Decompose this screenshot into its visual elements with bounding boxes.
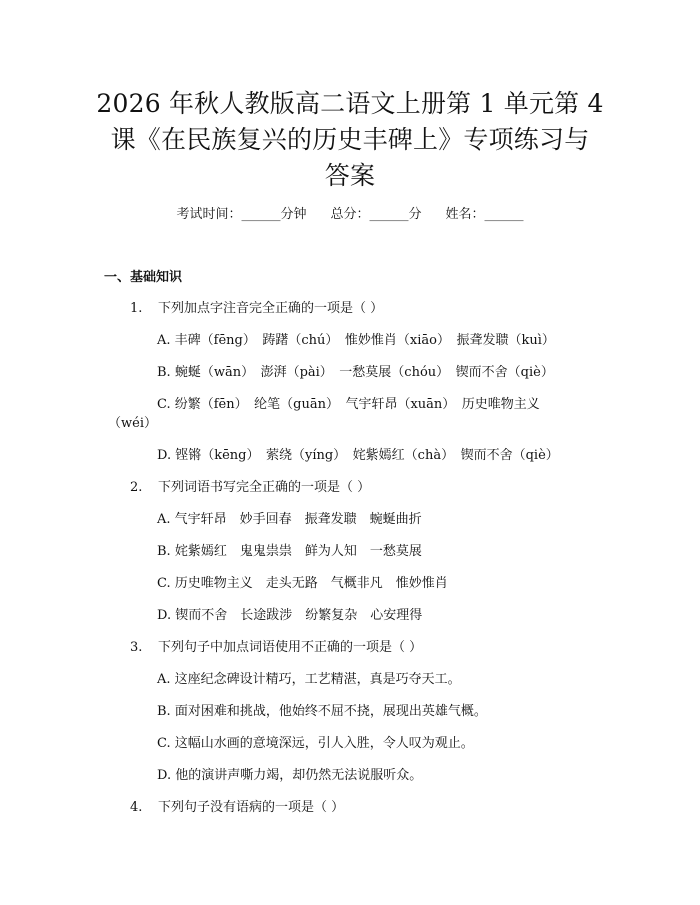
section-heading: 一、基础知识: [104, 270, 183, 285]
option-1a: A. 丰碑（fēng） 踌躇（chú） 惟妙惟肖（xiāo） 振聋发聩（kuì）: [157, 333, 555, 348]
title-line-1: 2026 年秋人教版高二语文上册第 1 单元第 4: [96, 89, 604, 118]
option-3a: A. 这座纪念碑设计精巧，工艺精湛，真是巧夺天工。: [157, 672, 461, 687]
question-2: [130, 478, 370, 498]
option-3b: B. 面对困难和挑战，他始终不屈不挠，展现出英雄气概。: [157, 704, 487, 719]
option-3c: C. 这幅山水画的意境深远，引人入胜，令人叹为观止。: [157, 736, 474, 751]
title-line-2: 课《在民族复兴的历史丰碑上》专项练习与: [110, 125, 590, 154]
option-1c-wrap: （wéi）: [108, 416, 157, 431]
question-text: 下列加点字注音完全正确的一项是（ ）: [158, 301, 384, 316]
question-number: 3.: [130, 640, 143, 655]
question-number: 4.: [130, 800, 143, 815]
option-1b: B. 蜿蜒（wān） 澎湃（pài） 一愁莫展（chóu） 锲而不舍（qiè）: [157, 365, 554, 380]
question-text: 下列词语书写完全正确的一项是（ ）: [158, 480, 371, 495]
question-number: 1.: [130, 301, 143, 316]
question-number: 2.: [130, 480, 143, 495]
title-line-3: 答案: [324, 161, 376, 190]
exam-time: 考试时间：______分钟: [176, 207, 307, 222]
question-text: 下列句子中加点词语使用不正确的一项是（ ）: [158, 640, 423, 655]
question-1: [130, 299, 383, 319]
option-2d: D. 锲而不舍 长途跋涉 纷繁复杂 心安理得: [157, 608, 423, 623]
exam-score: 总分：______分: [330, 207, 422, 222]
option-2c: C. 历史唯物主义 走头无路 气概非凡 惟妙惟肖: [157, 576, 448, 591]
question-text: 下列句子没有语病的一项是（ ）: [158, 800, 345, 815]
option-1d: D. 铿锵（kēng） 萦绕（yíng） 姹紫嫣红（chà） 锲而不舍（qiè）: [157, 448, 559, 463]
document-title: [70, 86, 630, 194]
option-1c: C. 纷繁（fēn） 纶笔（guān） 气宇轩昂（xuān） 历史唯物主义: [157, 397, 540, 412]
option-2a: A. 气宇轩昂 妙手回春 振聋发聩 蜿蜒曲折: [157, 512, 422, 527]
option-2b: B. 姹紫嫣红 鬼鬼祟祟 鲜为人知 一愁莫展: [157, 544, 422, 559]
student-name: 姓名：______: [445, 207, 524, 222]
exam-info: [0, 205, 700, 225]
question-3: [130, 638, 422, 658]
question-4: [130, 798, 344, 818]
option-3d: D. 他的演讲声嘶力竭，却仍然无法说服听众。: [157, 768, 423, 783]
